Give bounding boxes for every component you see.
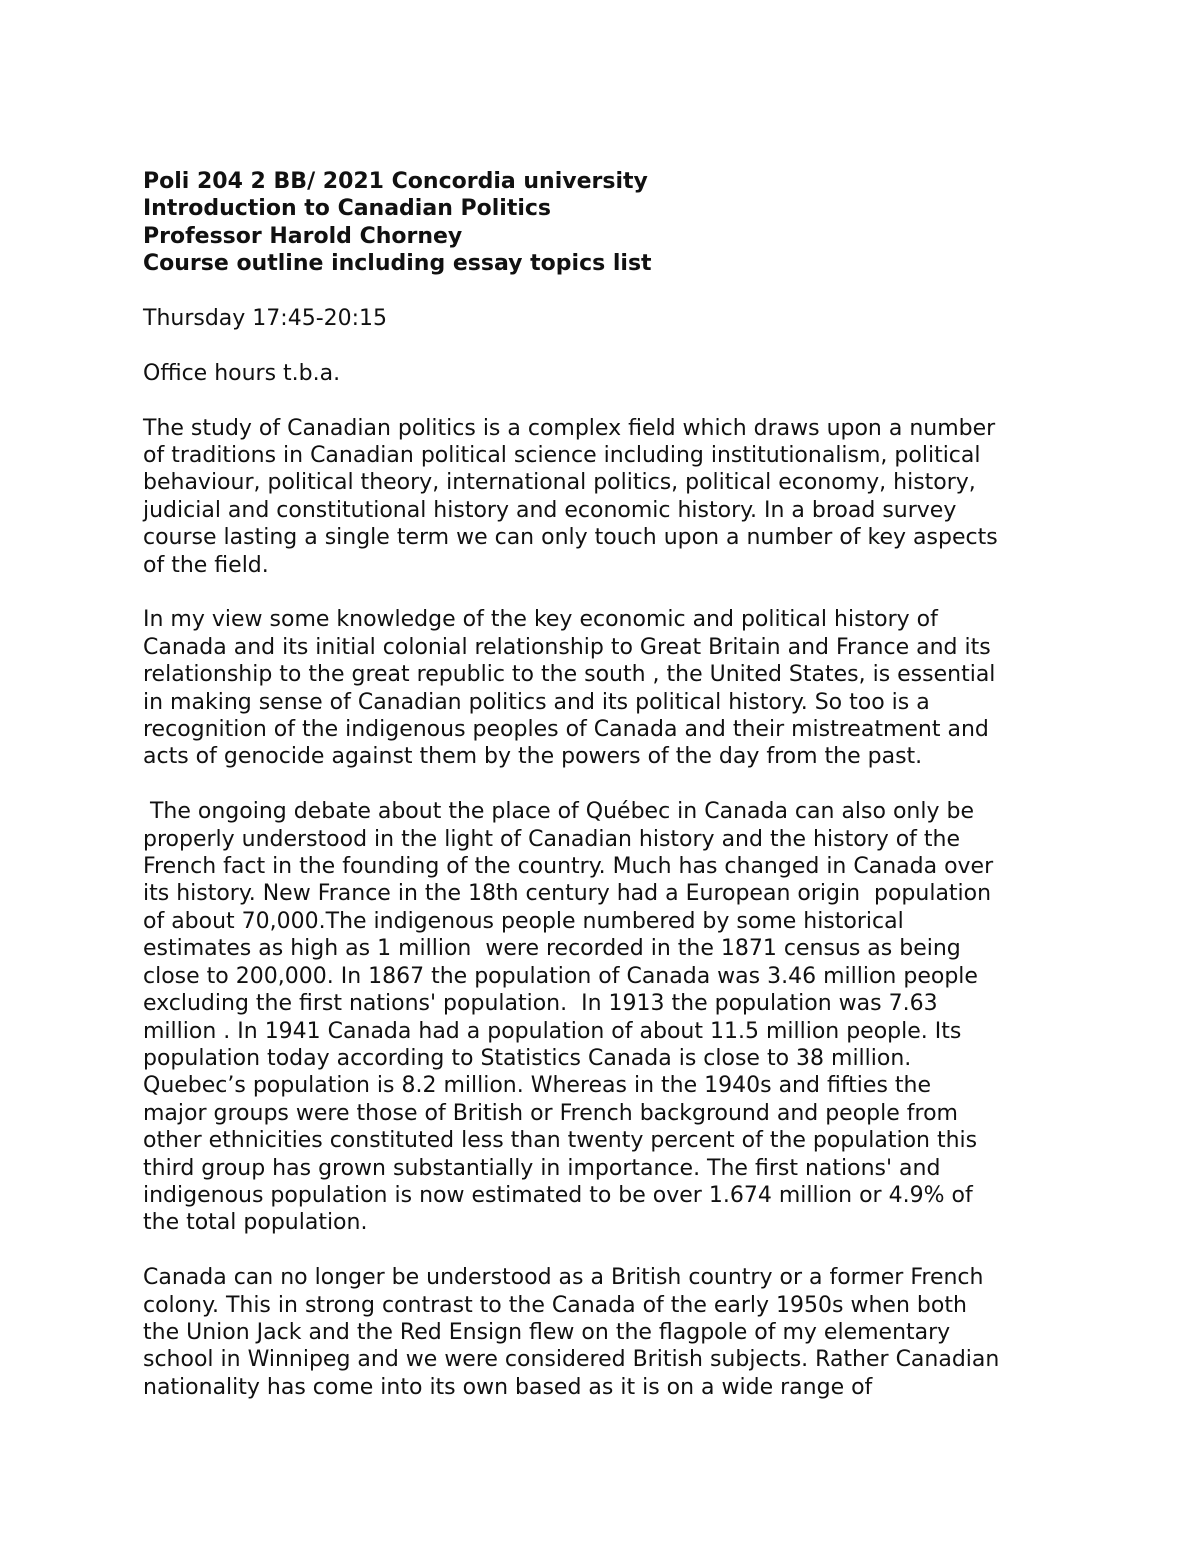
paragraph-line: the Union Jack and the Red Ensign flew on the flagpole of my elementary xyxy=(143,1319,951,1345)
paragraph-line: other ethnicities constituted less than twenty percent of the population this xyxy=(143,1128,978,1154)
course-header xyxy=(143,168,1083,278)
paragraph-line: Canada and its initial colonial relationship to Great Britain and France and its xyxy=(143,634,991,660)
paragraph-line: The ongoing debate about the place of Québec in Canada can also only be xyxy=(143,799,974,825)
paragraph-line: of the field. xyxy=(143,552,269,578)
paragraph-line: major groups were those of British or French background and people from xyxy=(143,1100,958,1126)
paragraph-line: million . In 1941 Canada had a population of about 11.5 million people. Its xyxy=(143,1018,962,1044)
schedule-text: Thursday 17:45-20:15 xyxy=(143,306,388,332)
paragraph-line: nationality has come into its own based as it is on a wide range of xyxy=(143,1374,873,1400)
paragraph-line: acts of genocide against them by the powers of the day from the past. xyxy=(143,744,923,770)
paragraph-line: course lasting a single term we can only touch upon a number of key aspects xyxy=(143,525,998,551)
paragraph-line: Canada can no longer be understood as a British country or a former French xyxy=(143,1265,984,1291)
spacer xyxy=(143,579,1083,606)
paragraph-line: in making sense of Canadian politics and its political history. So too is a xyxy=(143,689,930,715)
outline-line: Course outline including essay topics list xyxy=(143,251,652,277)
spacer xyxy=(143,332,1083,359)
spacer xyxy=(143,387,1083,414)
paragraph-line: The study of Canadian politics is a complex field which draws upon a number xyxy=(143,415,996,441)
spacer xyxy=(143,278,1083,305)
paragraph-nationality xyxy=(143,1264,1083,1401)
spacer xyxy=(143,771,1083,798)
paragraph-intro xyxy=(143,415,1083,579)
paragraph-line: of about 70,000.The indigenous people numbered by some historical xyxy=(143,908,904,934)
spacer xyxy=(143,1237,1083,1264)
paragraph-line: relationship to the great republic to the south , the United States, is essential xyxy=(143,662,996,688)
paragraph-line: its history. New France in the 18th century had a European origin population xyxy=(143,881,992,907)
paragraph-line: estimates as high as 1 million were recorded in the 1871 census as being xyxy=(143,936,961,962)
paragraph-line: recognition of the indigenous peoples of Canada and their mistreatment and xyxy=(143,717,989,743)
office-hours-text: Office hours t.b.a. xyxy=(143,360,341,386)
paragraph-line: In my view some knowledge of the key economic and political history of xyxy=(143,607,938,633)
paragraph-line: colony. This in strong contrast to the Canada of the early 1950s when both xyxy=(143,1292,967,1318)
paragraph-line: excluding the first nations' population. In 1913 the population was 7.63 xyxy=(143,991,938,1017)
paragraph-line: of traditions in Canadian political science including institutionalism, political xyxy=(143,443,981,469)
paragraph-line: indigenous population is now estimated to be over 1.674 million or 4.9% of xyxy=(143,1182,973,1208)
professor-line: Professor Harold Chorney xyxy=(143,223,463,249)
paragraph-line: properly understood in the light of Canadian history and the history of the xyxy=(143,826,961,852)
paragraph-line: third group has grown substantially in importance. The first nations' and xyxy=(143,1155,941,1181)
paragraph-history xyxy=(143,606,1083,770)
paragraph-line: behaviour, political theory, international politics, political economy, history, xyxy=(143,470,976,496)
paragraph-line: the total population. xyxy=(143,1210,368,1236)
paragraph-line: French fact in the founding of the country. Much has changed in Canada over xyxy=(143,854,994,880)
course-code-line: Poli 204 2 BB/ 2021 Concordia university xyxy=(143,169,648,194)
paragraph-line: Quebec’s population is 8.2 million. Whereas in the 1940s and fifties the xyxy=(143,1073,932,1099)
paragraph-line: school in Winnipeg and we were considered British subjects. Rather Canadian xyxy=(143,1347,1000,1373)
paragraph-line: judicial and constitutional history and economic history. In a broad survey xyxy=(143,497,957,523)
paragraph-line: population today according to Statistics Canada is close to 38 million. xyxy=(143,1045,912,1071)
paragraph-line: close to 200,000. In 1867 the population of Canada was 3.46 million people xyxy=(143,963,978,989)
paragraph-quebec xyxy=(143,798,1083,1237)
document-page xyxy=(143,168,1083,1401)
course-title-line: Introduction to Canadian Politics xyxy=(143,196,552,222)
